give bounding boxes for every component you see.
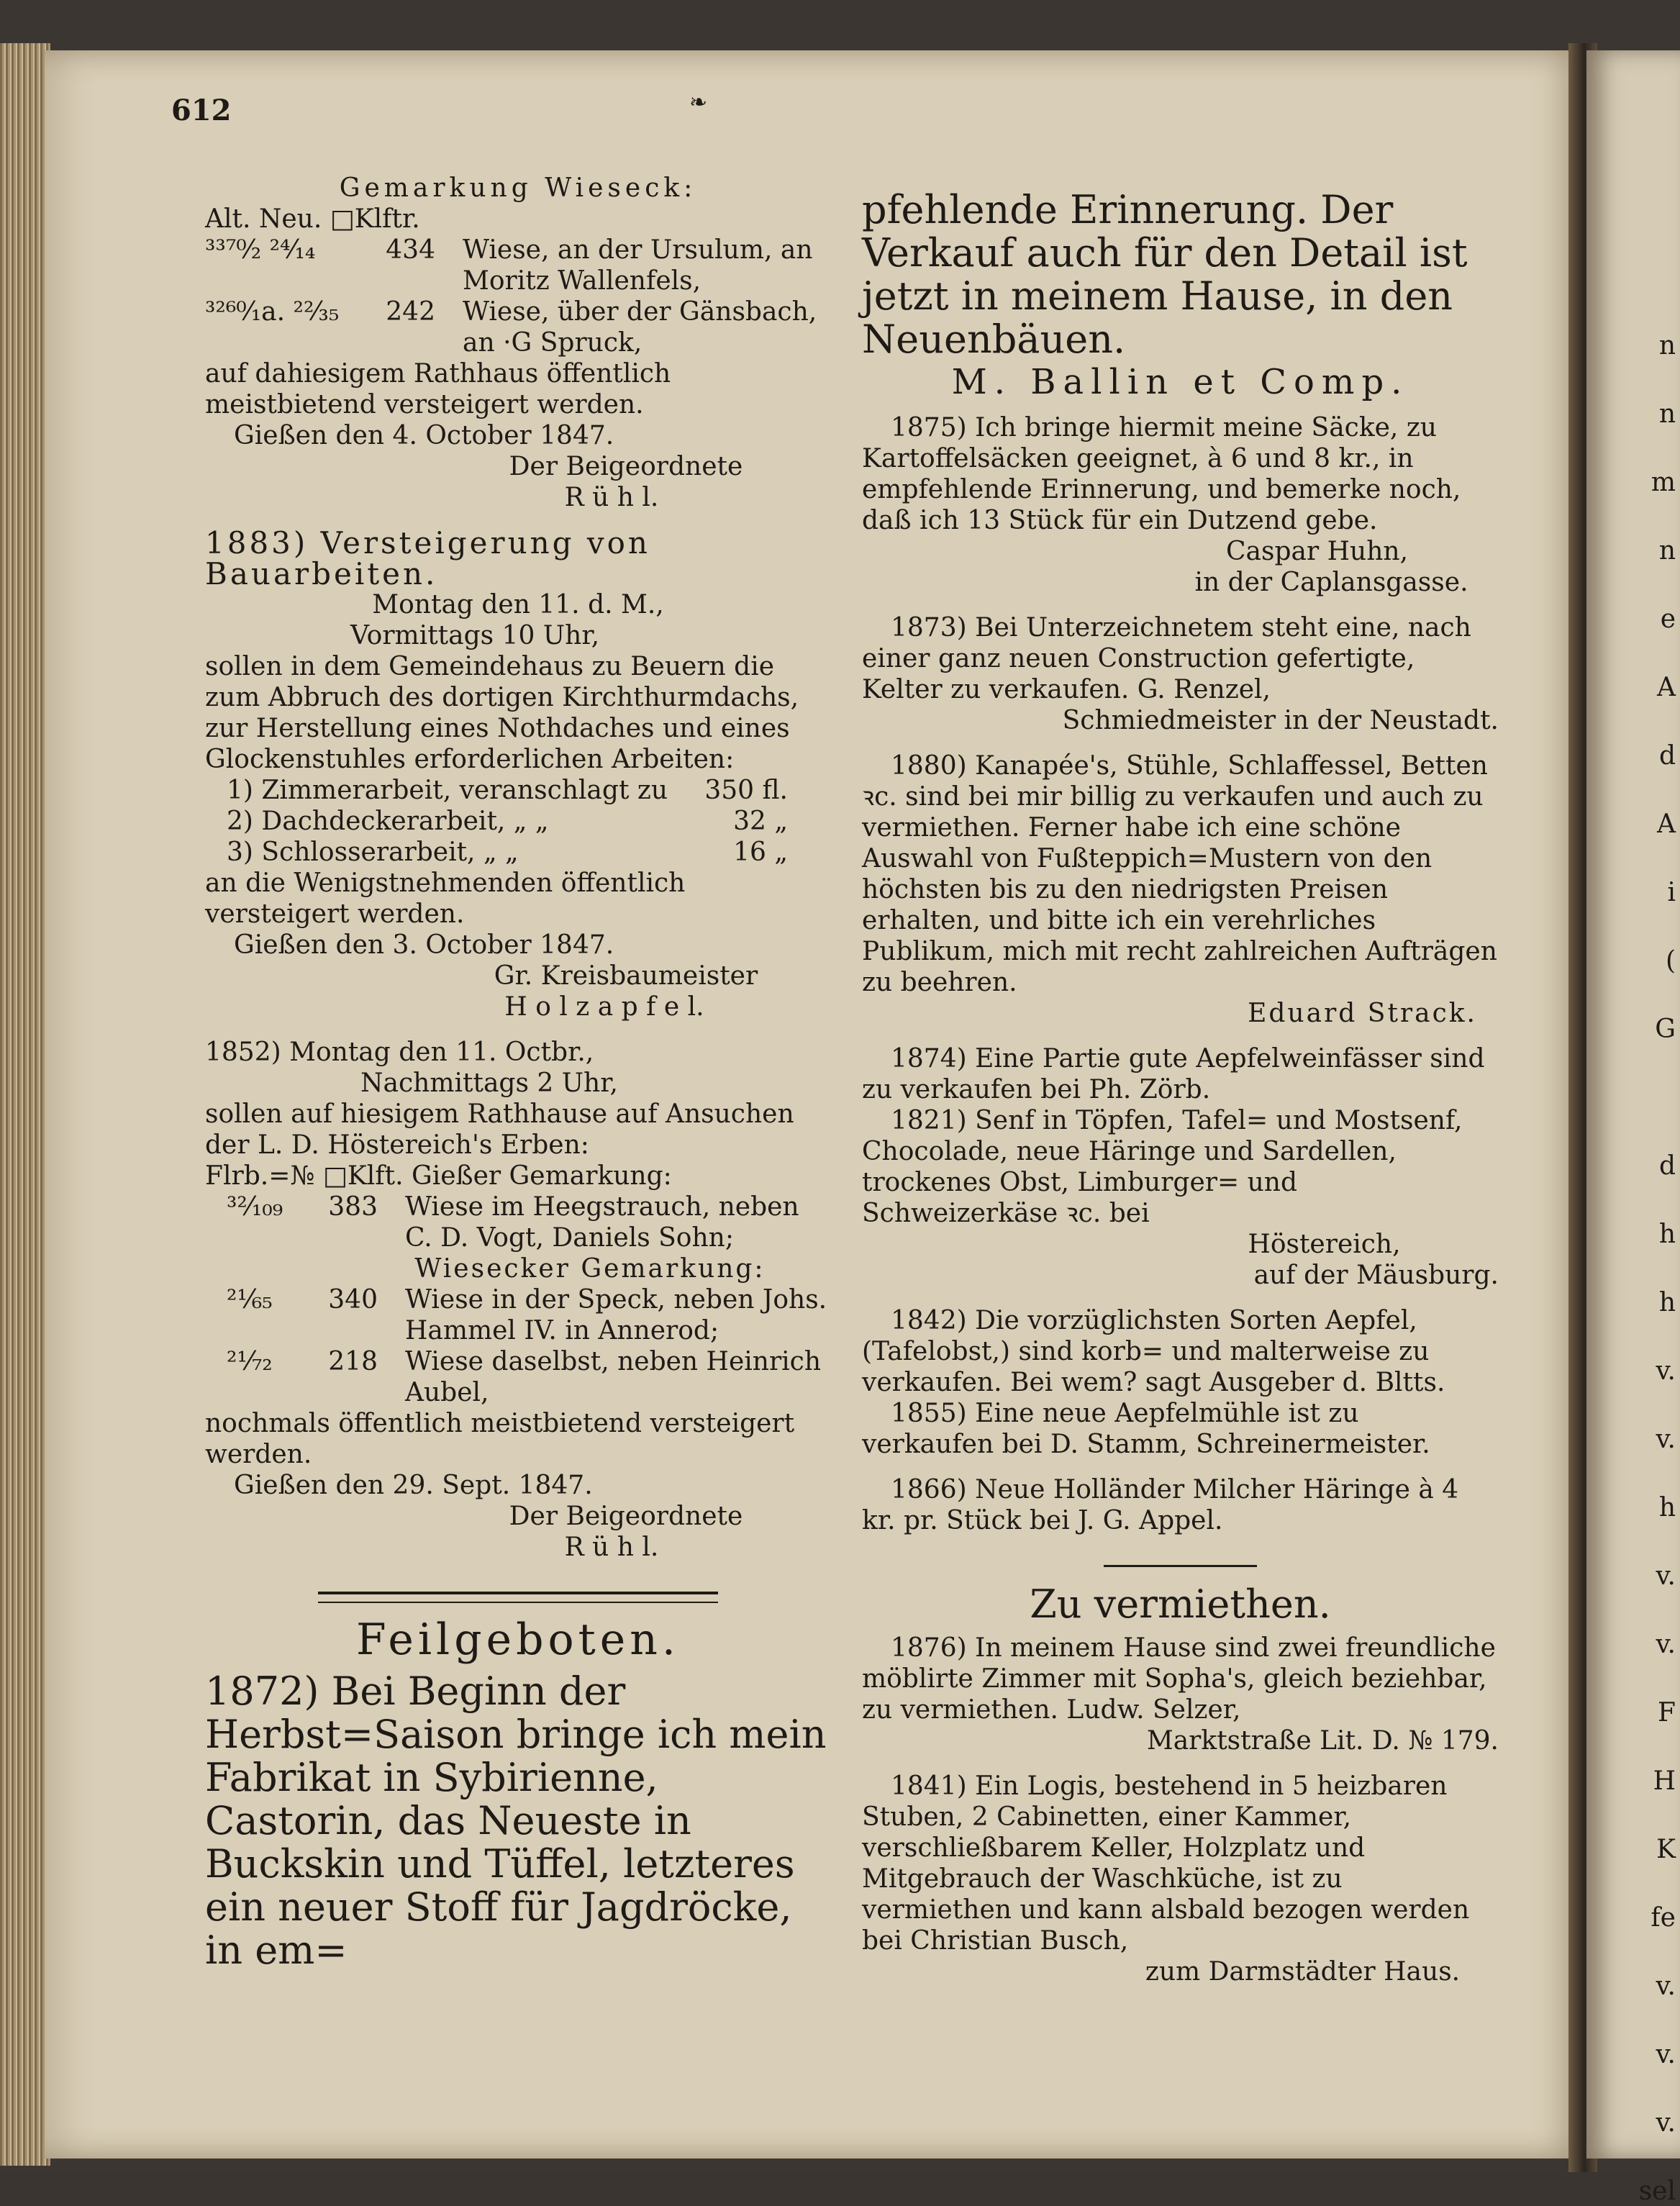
parcel-area: 242 — [386, 297, 435, 327]
next-page-text-fragment: fe — [1651, 1903, 1676, 1933]
printer-mark-icon: ❧ — [689, 90, 708, 115]
parcel-area: 218 — [328, 1347, 378, 1376]
signature-place: Schmiedmeister in der Neustadt. — [1062, 706, 1499, 735]
signature-name: Höstereich, — [1248, 1230, 1401, 1259]
work-item — [205, 775, 831, 806]
next-page-text-fragment: K — [1656, 1835, 1676, 1864]
page-number: 612 — [171, 94, 232, 127]
signature-name: R ü h l. — [564, 1533, 659, 1562]
parcel-area: 340 — [328, 1285, 378, 1315]
work-item — [205, 806, 831, 837]
ad-1883-line1: Montag den 11. d. M., — [372, 590, 664, 619]
ad-1855-text: 1855) Eine neue Aepfelmühle ist zu verkaufen bei D. Stamm, Schreinermeister. — [862, 1399, 1430, 1459]
ad-1880-text: 1880) Kanapée's, Stühle, Schlaffessel, Betten ꝛc. sind bei mir billig zu verkaufen und auch zu vermiethen. Ferner habe ich eine schöne Auswahl von Fußteppich=Mustern von den höchsten bis zu den niedrigsten Preisen erhalten, und bitte ich ein verehrliches Publikum, mich mit recht zahlreichen Aufträgen zu beehren. — [862, 751, 1497, 997]
next-page-text-fragment: v. — [1656, 1356, 1676, 1386]
work-item-label: 2) Dachdeckerarbeit, „ „ — [227, 807, 549, 836]
parcel-row — [205, 1346, 831, 1408]
parcel-description: Wiese daselbst, neben Heinrich Aubel, — [405, 1347, 822, 1407]
table-header: Alt. Neu. □Klftr. — [205, 204, 420, 234]
parcel-description: Wiese, an der Ursulum, an Moritz Wallenfels, — [463, 235, 813, 296]
next-page-text-fragment: ( — [1665, 946, 1676, 976]
parcel-description: Wiese, über der Gänsbach, an ·G Spruck, — [463, 297, 817, 358]
signature-name: Eduard Strack. — [1248, 999, 1477, 1028]
section-heading-zu-vermiethen: Zu vermiethen. — [1030, 1581, 1331, 1627]
ad-1883-heading: 1883) Versteigerung von Bauarbeiten. — [205, 525, 650, 591]
next-page-text-fragment: v. — [1656, 1630, 1676, 1659]
signature-name: Caspar Huhn, — [1225, 537, 1409, 566]
parcel-area: 383 — [328, 1192, 378, 1222]
signature-name: H o l z a p f e l. — [504, 992, 704, 1022]
ad-1842-text: 1842) Die vorzüglichsten Sorten Aepfel, (Tafelobst,) sind korb= und malterweise zu verkaufen. Bei wem? sagt Ausgeber d. Bltts. — [862, 1306, 1445, 1397]
ad-1852-body: sollen auf hiesigem Rathhause auf Ansuchen der L. D. Höstereich's Erben: — [205, 1099, 794, 1160]
table-header: Flrb.=№ □Klft. Gießer Gemarkung: — [205, 1161, 672, 1191]
section-divider — [318, 1592, 719, 1594]
signature-name: R ü h l. — [564, 483, 659, 512]
next-page-fragment — [1586, 50, 1680, 2206]
ad-1872-continued: pfehlende Erinnerung. Der Verkauf auch für den Detail ist jetzt in meinem Hause, in den Neuenbäuen. — [862, 187, 1468, 362]
date-line: Gießen den 29. Sept. 1847. — [234, 1471, 593, 1500]
next-page-text-fragment: v. — [1656, 2108, 1676, 2138]
parcel-number: ²¹⁄₆₅ — [227, 1285, 273, 1315]
section-heading-feilgeboten: Feilgeboten. — [355, 1615, 681, 1665]
next-page-text-fragment: n — [1658, 536, 1676, 566]
next-page-text-fragment: d — [1658, 1151, 1676, 1181]
date-line: Gießen den 4. October 1847. — [234, 421, 614, 450]
parcel-row — [205, 296, 831, 358]
work-item-label: 1) Zimmerarbeit, veranschlagt zu — [227, 776, 668, 805]
ad-1883-line2: Vormittags 10 Uhr, — [350, 621, 600, 650]
auction-close-text: auf dahiesigem Rathhaus öffentlich meistbietend versteigert werden. — [205, 359, 671, 419]
next-page-text-fragment: A — [1657, 673, 1676, 702]
next-page-text-fragment: d — [1658, 741, 1676, 771]
work-item-value: 350 fl. — [704, 776, 788, 805]
next-page-text-fragment: A — [1657, 809, 1676, 839]
next-page-text-fragment: v. — [1656, 1971, 1676, 2001]
signature-place: Marktstraße Lit. D. № 179. — [1146, 1726, 1499, 1756]
next-page-text-fragment: n — [1658, 331, 1676, 360]
parcel-description: Wiese im Heegstrauch, neben C. D. Vogt, Daniels Sohn; — [405, 1192, 799, 1253]
ad-1852-line2: Nachmittags 2 Uhr, — [360, 1068, 618, 1098]
parcel-number: ³²⁶⁰⁄₁a. ²²⁄₃₅ — [205, 297, 340, 327]
next-page-text-fragment: H — [1653, 1766, 1676, 1796]
next-page-text-fragment: h — [1658, 1493, 1676, 1522]
next-page-text-fragment: v. — [1656, 1425, 1676, 1454]
signature-place: in der Caplansgasse. — [1194, 568, 1468, 597]
signature-title: Der Beigeordnete — [509, 1502, 743, 1531]
section-divider — [1104, 1565, 1256, 1567]
next-page-text-fragment: m — [1651, 468, 1676, 497]
signature-title: Gr. Kreisbaumeister — [494, 961, 758, 991]
ad-1821-text: 1821) Senf in Töpfen, Tafel= und Mostsenf, Chocolade, neue Häringe und Sardellen, trockenes Obst, Limburger= und Schweizerkäse ꝛc. bei — [862, 1106, 1463, 1228]
right-column — [862, 189, 1499, 1987]
parcel-row — [205, 235, 831, 296]
ad-1883-close: an die Wenigstnehmenden öffentlich versteigert werden. — [205, 868, 686, 929]
next-page-text-fragment: i — [1667, 878, 1676, 907]
heading-wiesecker-gemarkung: Wiesecker Gemarkung: — [414, 1254, 766, 1284]
ad-1852-close: nochmals öffentlich meistbietend versteigert werden. — [205, 1409, 795, 1469]
book-page-edges — [0, 43, 50, 2166]
signature-title: Der Beigeordnete — [509, 452, 743, 481]
work-item-label: 3) Schlosserarbeit, „ „ — [227, 838, 519, 867]
next-page-text-fragment: v. — [1656, 2040, 1676, 2069]
next-page-text-fragment: e — [1660, 604, 1676, 634]
work-item-value: 16 „ — [733, 838, 788, 867]
parcel-row — [205, 1191, 831, 1253]
next-page-text-fragment: v. — [1656, 1561, 1676, 1591]
next-page-text-fragment: h — [1658, 1220, 1676, 1249]
ad-1875-text: 1875) Ich bringe hiermit meine Säcke, zu Kartoffelsäcken geeignet, à 6 und 8 kr., in empfehlende Erinnerung, und bemerke noch, daß ich 13 Stück für ein Dutzend gebe. — [862, 413, 1461, 535]
ad-1873-text: 1873) Bei Unterzeichnetem steht eine, nach einer ganz neuen Construction gefertigte, Kelter zu verkaufen. G. Renzel, — [862, 613, 1471, 704]
heading-gemarkung-wieseck: Gemarkung Wieseck: — [339, 173, 697, 203]
signature-place: auf der Mäusburg. — [1253, 1261, 1499, 1290]
ad-1866-text: 1866) Neue Holländer Milcher Häringe à 4 kr. pr. Stück bei J. G. Appel. — [862, 1475, 1459, 1535]
ad-1841-text: 1841) Ein Logis, bestehend in 5 heizbaren Stuben, 2 Cabinetten, einer Kammer, verschließbarem Keller, Holzplatz und Mitgebrauch der Waschküche, ist zu vermiethen und kann alsbald bezogen werden bei Christian Busch, — [862, 1771, 1470, 1956]
next-page-text-fragment: sel — [1638, 2177, 1676, 2206]
ad-1852-heading: 1852) Montag den 11. Octbr., — [205, 1038, 594, 1067]
parcel-number: ³²⁄₁₀₉ — [227, 1192, 283, 1222]
parcel-description: Wiese in der Speck, neben Johs. Hammel IV. in Annerod; — [405, 1285, 827, 1345]
left-column — [205, 173, 831, 1972]
ad-1872-text: 1872) Bei Beginn der Herbst=Saison bringe ich mein Fabrikat in Sybirienne, Castorin, das Neueste in Buckskin und Tüffel, letzteres ein neuer Stoff für Jagdröcke, in em= — [205, 1669, 827, 1973]
next-page-text-fragment: F — [1658, 1698, 1676, 1728]
next-page-text-fragment: G — [1655, 1015, 1676, 1044]
next-page-text-fragment: h — [1658, 1288, 1676, 1317]
parcel-area: 434 — [386, 235, 435, 265]
parcel-number: ²¹⁄₇₂ — [227, 1347, 273, 1376]
ad-1874-text: 1874) Eine Partie gute Aepfelweinfässer sind zu verkaufen bei Ph. Zörb. — [862, 1044, 1485, 1104]
parcel-row — [205, 1284, 831, 1346]
date-line: Gießen den 3. October 1847. — [234, 930, 614, 960]
signature-place: zum Darmstädter Haus. — [1145, 1957, 1461, 1987]
ad-1876-text: 1876) In meinem Hause sind zwei freundliche möblirte Zimmer mit Sopha's, gleich beziehbar, zu vermiethen. Ludw. Selzer, — [862, 1633, 1496, 1725]
ad-1872-firm: M. Ballin et Comp. — [951, 362, 1409, 402]
section-divider — [318, 1602, 719, 1603]
next-page-text-fragment: n — [1658, 399, 1676, 429]
work-item — [205, 837, 831, 868]
parcel-number: ³³⁷⁰⁄₂ ²⁴⁄₁₄ — [205, 235, 316, 265]
ad-1883-body: sollen in dem Gemeindehaus zu Beuern die zum Abbruch des dortigen Kirchthurmdachs, zur Herstellung eines Nothdaches und eines Glockenstuhles erforderlichen Arbeiten: — [205, 652, 799, 774]
work-item-value: 32 „ — [733, 807, 788, 836]
